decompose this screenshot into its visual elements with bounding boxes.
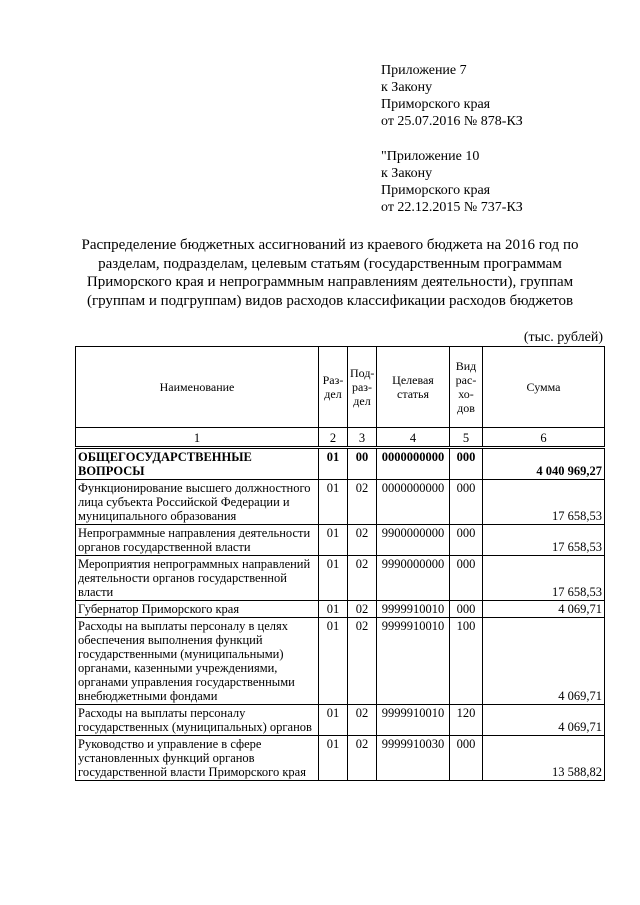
document-title: Распределение бюджетных ассигнований из краевого бюджета на 2016 год по разделам, подразделам, целевым статьям (государственным программам Приморского края и непрограммным направлениям деятельности), группам (группам и подгруппам) видов расходов классификации расходов бюджетов [81,237,579,309]
row-section: 01 [319,618,348,705]
table-row [76,618,605,705]
row-type: 000 [450,525,483,556]
row-target: 9999910010 [377,601,450,618]
col-header-type: Вид рас- хо- дов [450,347,483,428]
table-row [76,601,605,618]
row-sum: 4 069,71 [483,705,605,736]
table-header-row [76,347,605,428]
row-type: 000 [450,736,483,781]
row-name: Непрограммные направления деятельности органов государственной власти [76,525,319,556]
row-sum: 17 658,53 [483,480,605,525]
row-name: Мероприятия непрограммных направлений деятельности органов государственной власти [76,556,319,601]
row-section: 01 [319,705,348,736]
row-section: 01 [319,525,348,556]
row-subsection: 02 [348,601,377,618]
col-number: 4 [377,428,450,448]
col-header-name: Наименование [76,347,319,428]
row-name: Функционирование высшего должностного лица субъекта Российской Федерации и муниципального образования [76,480,319,525]
header-line: "Приложение 10 [381,149,480,164]
units-label: (тыс. рублей) [523,330,603,345]
row-subsection: 02 [348,618,377,705]
col-number: 5 [450,428,483,448]
col-number: 3 [348,428,377,448]
row-type: 000 [450,556,483,601]
row-sum: 4 069,71 [483,618,605,705]
row-section: 01 [319,736,348,781]
row-sum: 13 588,82 [483,736,605,781]
row-subsection: 02 [348,480,377,525]
row-sum: 17 658,53 [483,525,605,556]
header-line: Приморского края [381,183,491,198]
header-line: к Закону [381,166,433,181]
col-header-sum: Сумма [483,347,605,428]
row-subsection: 02 [348,556,377,601]
row-name: ОБЩЕГОСУДАРСТВЕННЫЕ ВОПРОСЫ [76,448,319,480]
header-line: от 22.12.2015 № 737-КЗ [381,200,523,215]
row-section: 01 [319,556,348,601]
row-sum: 4 069,71 [483,601,605,618]
header-line: к Закону [381,80,433,95]
table-row [76,705,605,736]
appendix-10-header [381,148,621,216]
table-row [76,448,605,480]
column-number-row [76,428,605,448]
row-name: Губернатор Приморского края [76,601,319,618]
col-number: 6 [483,428,605,448]
row-subsection: 02 [348,525,377,556]
budget-table [75,346,605,781]
row-sum: 4 040 969,27 [483,448,605,480]
col-number: 1 [76,428,319,448]
header-line: Приложение 7 [381,63,467,78]
row-section: 01 [319,480,348,525]
row-target: 9900000000 [377,525,450,556]
row-target: 0000000000 [377,448,450,480]
row-name: Расходы на выплаты персоналу в целях обеспечения выполнения функций государственными (муниципальными) органами, казенными учреждениями, органами управления государственными внебюджетными фондами [76,618,319,705]
row-subsection: 02 [348,705,377,736]
row-target: 9999910010 [377,618,450,705]
table-row [76,736,605,781]
row-type: 000 [450,448,483,480]
table-row [76,525,605,556]
row-target: 9999910030 [377,736,450,781]
row-section: 01 [319,601,348,618]
header-line: от 25.07.2016 № 878-КЗ [381,114,523,129]
row-target: 9999910010 [377,705,450,736]
row-type: 100 [450,618,483,705]
row-section: 01 [319,448,348,480]
row-type: 000 [450,480,483,525]
row-target: 9990000000 [377,556,450,601]
row-subsection: 00 [348,448,377,480]
table-row [76,480,605,525]
table-row [76,556,605,601]
header-line: Приморского края [381,97,491,112]
appendix-7-header [381,62,621,130]
row-type: 120 [450,705,483,736]
row-name: Расходы на выплаты персоналу государственных (муниципальных) органов [76,705,319,736]
col-header-section: Раз- дел [319,347,348,428]
col-header-subsection: Под- раз- дел [348,347,377,428]
row-type: 000 [450,601,483,618]
col-header-target: Целевая статья [377,347,450,428]
row-subsection: 02 [348,736,377,781]
row-target: 0000000000 [377,480,450,525]
col-number: 2 [319,428,348,448]
row-sum: 17 658,53 [483,556,605,601]
row-name: Руководство и управление в сфере установленных функций органов государственной власти Приморского края [76,736,319,781]
